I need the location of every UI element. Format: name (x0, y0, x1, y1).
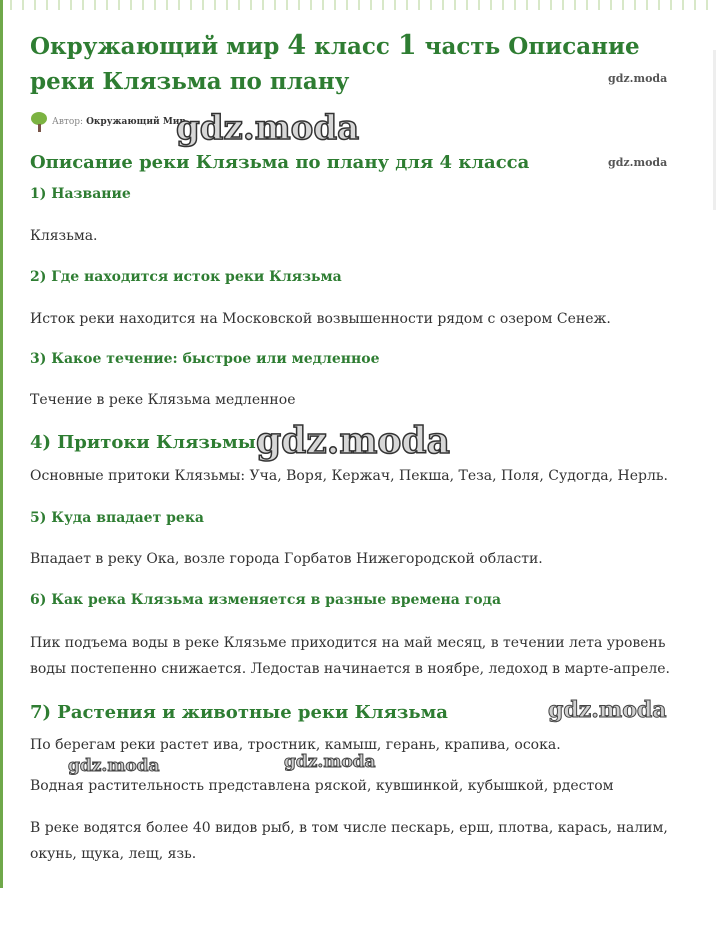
section-heading: 3) Какое течение: быстрое или медленное (30, 351, 380, 367)
paragraph: В реке водятся более 40 видов рыб, в том числе пескарь, ерш, плотва, карась, налим, окунь, щука, лещ, язь. (30, 820, 668, 862)
page-top-border (0, 0, 716, 10)
tree-icon (30, 112, 48, 132)
title-part: 1 (397, 30, 417, 61)
section-text: Впадает в реку Ока, возле города Горбатов Нижегородской области. (30, 551, 543, 567)
watermark-medium: gdz.moda (68, 756, 160, 776)
section-heading: 4) Притоки Клязьмы (30, 432, 256, 453)
author-line (30, 112, 186, 132)
watermark-small: gdz.moda (608, 156, 668, 169)
section-heading: 5) Куда впадает река (30, 510, 204, 526)
section-text: Течение в реке Клязьма медленное (30, 392, 296, 408)
paragraph: Водная растительность представлена ряской, кувшинкой, кубышкой, рдестом (30, 778, 614, 794)
section-heading: 1) Название (30, 186, 131, 202)
title-text: Окружающий мир (30, 33, 288, 60)
author-label: Автор: (52, 117, 84, 127)
section-text: Исток реки находится на Московской возвышенности рядом с озером Сенеж. (30, 311, 611, 327)
section-heading: 2) Где находится исток реки Клязьма (30, 269, 342, 285)
title-text: класс (306, 33, 398, 60)
section-text: По берегам реки растет ива, тростник, камыш, герань, крапива, осока. (30, 737, 561, 753)
article-heading: Описание реки Клязьма по плану для 4 класса (30, 152, 530, 173)
watermark-small: gdz.moda (608, 72, 668, 85)
watermark-large: gdz.moda (256, 420, 450, 462)
page-left-border (0, 0, 3, 888)
title-text: часть Описание реки Клязьма по плану (30, 33, 640, 95)
section-text: Пик подъема воды в реке Клязьме приходится на май месяц, в течении лета уровень воды постепенно снижается. Ледостав начинается в ноябре, ледоход в марте-апреле. (30, 635, 670, 677)
section-text: Основные притоки Клязьмы: Уча, Воря, Кержач, Пекша, Теза, Поля, Судогда, Нерль. (30, 468, 668, 484)
watermark-medium: gdz.moda (548, 697, 667, 723)
watermark-medium: gdz.moda (284, 752, 376, 772)
section-text: Клязьма. (30, 228, 98, 244)
section-heading: 7) Растения и животные реки Клязьма (30, 702, 448, 723)
author-link[interactable]: Окружающий Мир (86, 117, 186, 127)
section-heading: 6) Как река Клязьма изменяется в разные времена года (30, 592, 502, 608)
page-title (30, 28, 670, 99)
watermark-large: gdz.moda (176, 108, 360, 148)
title-grade: 4 (287, 30, 307, 61)
